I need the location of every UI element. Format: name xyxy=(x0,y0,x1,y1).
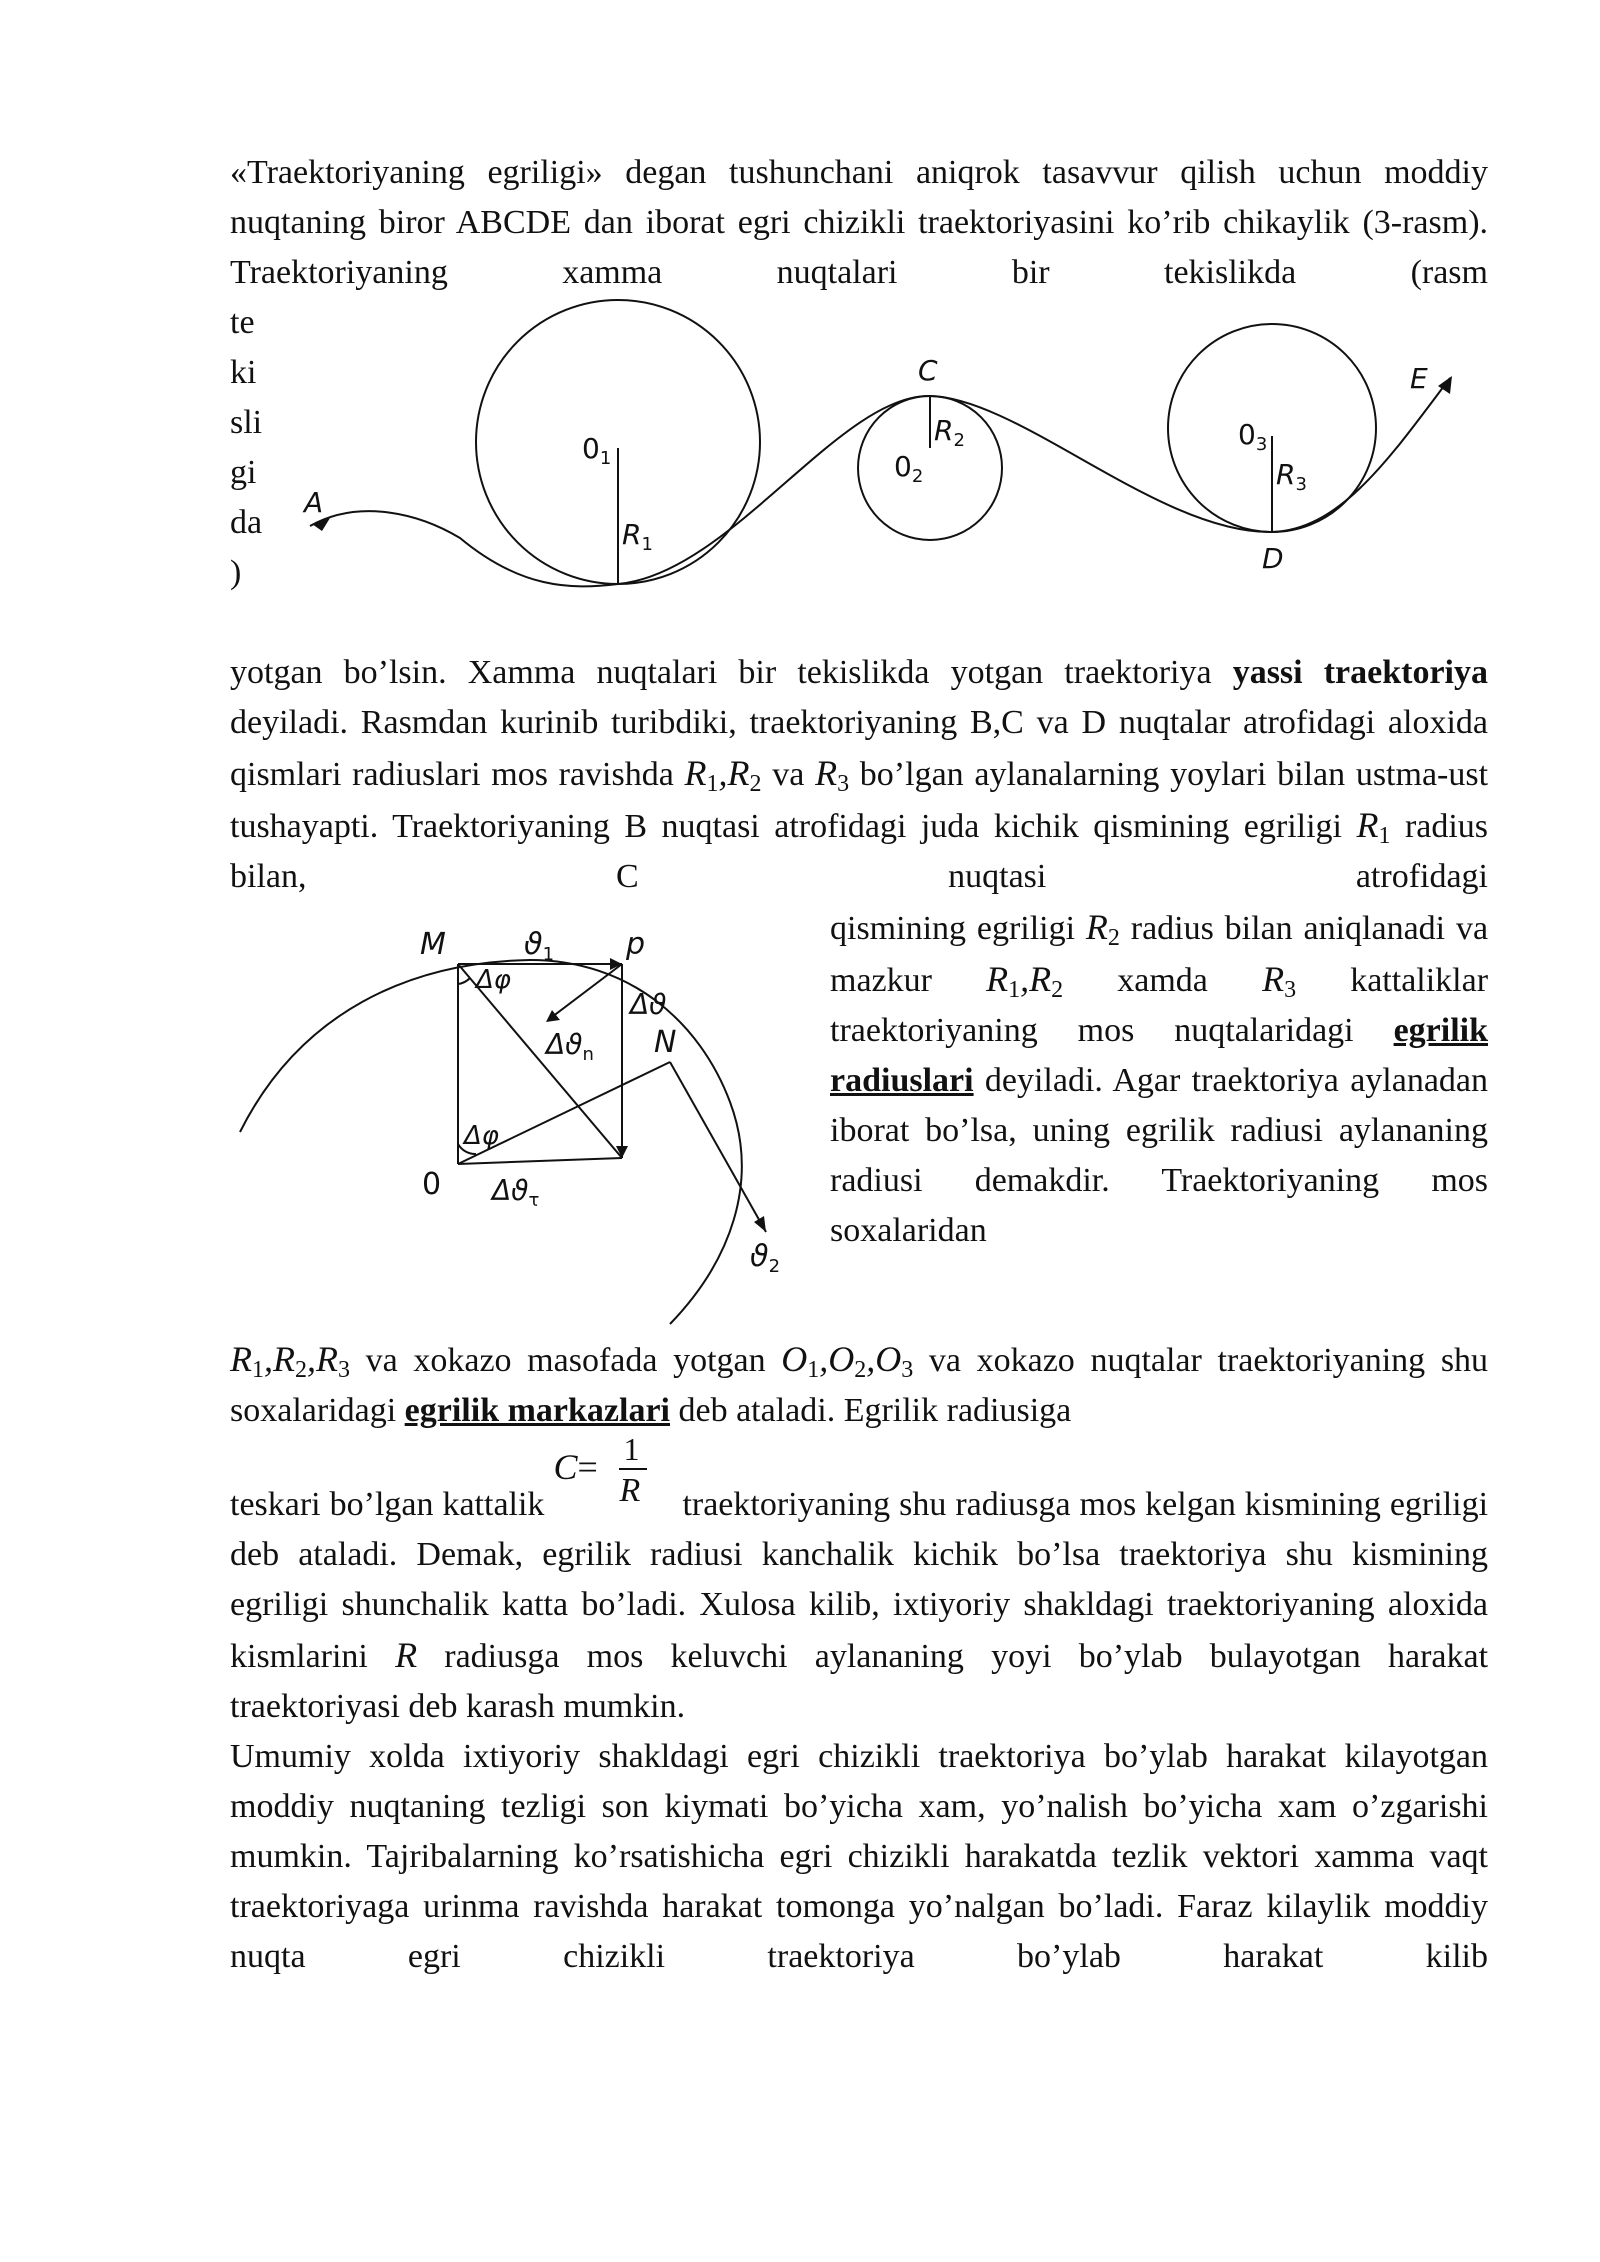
figure-trajectory-curvature xyxy=(300,298,1480,648)
label-r2: $R_2$ xyxy=(934,414,965,451)
narrow-fragment: sli xyxy=(230,404,263,441)
text-fragment: deb ataladi. Egrilik radiusiga xyxy=(678,1392,1072,1429)
figure-velocity-block xyxy=(230,902,1488,1334)
term-curvature-centers: egrilik markazlari xyxy=(404,1392,670,1429)
math-r1-r2: $R_1,R_2$ xyxy=(986,959,1064,1003)
text-fragment: va xyxy=(772,756,805,793)
text-fragment: traektoriyaning shu radiusga mos kelgan kismining xyxy=(682,1486,1381,1523)
text-line: moddiy nuqtaning biror ABCDE dan iborat egri chizikli traektoriyasini ko’rib xyxy=(230,154,1488,241)
vector-delta-v-n xyxy=(548,964,622,1020)
label-a: A xyxy=(304,486,324,519)
text-fragment: atrofidagi juda kichik qismining egriligi xyxy=(774,808,1342,845)
text-fragment: demakdir. xyxy=(974,1162,1110,1199)
math-r: R xyxy=(395,1635,418,1675)
formula-lhs: C= xyxy=(553,1447,598,1487)
text-fragment: deyiladi. xyxy=(984,1062,1103,1099)
text-fragment: aniqlanadi va mazkur xyxy=(830,910,1489,999)
vector-delta-v-tau xyxy=(458,1158,622,1164)
label-delta-v: Δϑ xyxy=(630,988,667,1021)
math-r1-r2: $R_1,R_2$ xyxy=(684,753,762,797)
angle-arc-top xyxy=(458,978,470,984)
text-fragment: nuqtalaridagi xyxy=(1174,1012,1354,1049)
text-fragment: va xokazo nuqtalar xyxy=(928,1342,1202,1379)
paragraph-flat-trajectory xyxy=(230,648,1488,902)
side-text-column xyxy=(830,902,1488,1256)
label-n: N xyxy=(654,1025,677,1060)
label-c: C xyxy=(918,354,938,387)
text-fragment: va xokazo masofada yotgan xyxy=(365,1342,766,1379)
text-fragment: yotgan bo’lsin. Xamma nuqtalari bir tekislikda yotgan traektoriya xyxy=(230,654,1212,691)
math-r3: $R_3$ xyxy=(815,753,850,797)
narrow-fragment: ) xyxy=(230,554,242,591)
term-trajectory: traektoriya xyxy=(1323,654,1489,691)
text-fragment: bo’lgan xyxy=(859,756,964,793)
math-r1-r2-r3: $R_1,R_2,R_3$ xyxy=(230,1339,350,1383)
label-o: 0 xyxy=(422,1167,442,1202)
math-r1: $R_1$ xyxy=(1356,805,1391,849)
figure-velocity-change xyxy=(230,902,810,1334)
vector-v2 xyxy=(670,1062,766,1232)
text-fragment: uning egrilik radiusi aylananing radiusi xyxy=(830,1112,1488,1199)
label-p: p xyxy=(626,927,646,962)
formula-numerator: 1 xyxy=(623,1431,640,1467)
label-delta-v-tau: $\Delta ϑ_\tau$ xyxy=(492,1174,540,1211)
paragraph-intro xyxy=(230,148,1488,298)
arrow-v2-icon xyxy=(754,1216,766,1232)
text-fragment: teskari bo’lgan kattalik xyxy=(230,1486,545,1523)
text-fragment: deyiladi. Rasmdan kurinib turibdiki, traektoriyaning B,C va D xyxy=(230,704,1107,741)
narrow-fragment: te xyxy=(230,304,255,341)
text-line: chikaylik (3-rasm). Traektoriyaning xamma nuqtalari bir tekislikda (rasm xyxy=(230,204,1489,291)
label-delta-phi-top: Δφ xyxy=(476,965,511,995)
text-fragment: traektoriyaning shu soxalaridagi xyxy=(230,1342,1489,1429)
text-fragment: kattaliklar traektoriyaning mos xyxy=(830,962,1489,1049)
narrow-text-column xyxy=(230,298,270,598)
side-paragraph xyxy=(830,902,1488,1256)
label-v2: $ϑ_2$ xyxy=(750,1239,781,1277)
text-fragment: radius bilan, C nuqtasi atrofidagi xyxy=(230,808,1489,895)
text-fragment: radiusga mos keluvchi aylananing yoyi xyxy=(444,1638,1052,1675)
label-m: M xyxy=(420,927,446,962)
label-o1: $0_1$ xyxy=(582,432,612,469)
formula-spacer xyxy=(230,1436,1488,1480)
math-r2: $R_2$ xyxy=(1085,907,1120,951)
text-fragment: egriligi deb ataladi. Demak, egrilik radiusi kanchalik kichik bo’lsa traektoriya shu xyxy=(230,1486,1489,1573)
narrow-fragment: ki xyxy=(230,354,257,391)
label-delta-phi-bottom: Δφ xyxy=(464,1121,499,1151)
label-delta-v-n: $\Delta ϑ_n$ xyxy=(546,1028,594,1065)
formula-curvature xyxy=(553,1431,673,1530)
text-fragment: aylanalarning yoylari bilan ustma-ust tushayapti. Traektoriyaning B nuqtasi xyxy=(230,756,1489,845)
paragraph-curvature-centers xyxy=(230,1334,1488,1436)
narrow-fragment: da xyxy=(230,504,263,541)
math-o1-o2-o3: $O_1,O_2,O_3$ xyxy=(781,1339,914,1383)
text-fragment: bo’ylab bulayotgan harakat traektoriyasi deb karash mumkin. xyxy=(230,1638,1489,1725)
label-d: D xyxy=(1262,542,1284,575)
text-fragment: Traektoriyaning mos soxalaridan xyxy=(830,1162,1488,1249)
text-fragment: traektoriyaning aloxida kismlarini xyxy=(230,1586,1488,1675)
label-o3: $0_3$ xyxy=(1238,418,1268,455)
text-fragment: radius bilan xyxy=(1130,910,1293,947)
paragraph-velocity xyxy=(230,1732,1488,1982)
label-e: E xyxy=(1410,362,1428,395)
text-line: «Traektoriyaning egriligi» degan tushunchani aniqrok tasavvur qilish uchun xyxy=(230,154,1362,191)
text-fragment: Umumiy xolda ixtiyoriy shakldagi egri chizikli traektoriya bo’ylab harakat kilayotgan moddiy nuqtaning tezligi son kiymati bo’yicha xam, yo’nalish bo’yicha xam o’zgarishi mumkin. Tajribalarning ko’rsatishicha egri chizikli harakatda tezlik vektori xamma vaqt traektoriyaga urinma ravishda harakat tomonga yo’nalgan bo’ladi. Faraz kilaylik moddiy nuqta egri chizikli traektoriya bo’ylab harakat kilib xyxy=(230,1738,1488,1975)
figure-3-row xyxy=(230,298,1488,648)
label-o2: $0_2$ xyxy=(894,450,924,487)
term-flat: yassi xyxy=(1232,654,1303,691)
document-page xyxy=(230,148,1488,1982)
label-r1: $R_1$ xyxy=(622,518,653,555)
text-fragment: nuqtalar atrofidagi aloxida qismlari radiuslari mos ravishda xyxy=(230,704,1489,793)
label-v1: $ϑ_1$ xyxy=(524,927,555,965)
label-r3: $R_3$ xyxy=(1276,458,1307,495)
narrow-fragment: gi xyxy=(230,454,257,491)
formula-denominator: R xyxy=(619,1472,641,1509)
math-r3: $R_3$ xyxy=(1262,959,1297,1003)
term-curvature-radii: egrilik radiuslari xyxy=(830,1012,1489,1099)
text-fragment: qismining egriligi xyxy=(830,910,1076,947)
text-fragment: kismining egriligi shunchalik katta bo’ladi. Xulosa kilib, ixtiyoriy shakldagi xyxy=(230,1536,1488,1623)
paragraph-curvature-definition xyxy=(230,1431,1489,1732)
text-fragment: Agar traektoriya aylanadan iborat bo’lsa, xyxy=(830,1062,1489,1149)
text-fragment: xamda xyxy=(1117,962,1208,999)
